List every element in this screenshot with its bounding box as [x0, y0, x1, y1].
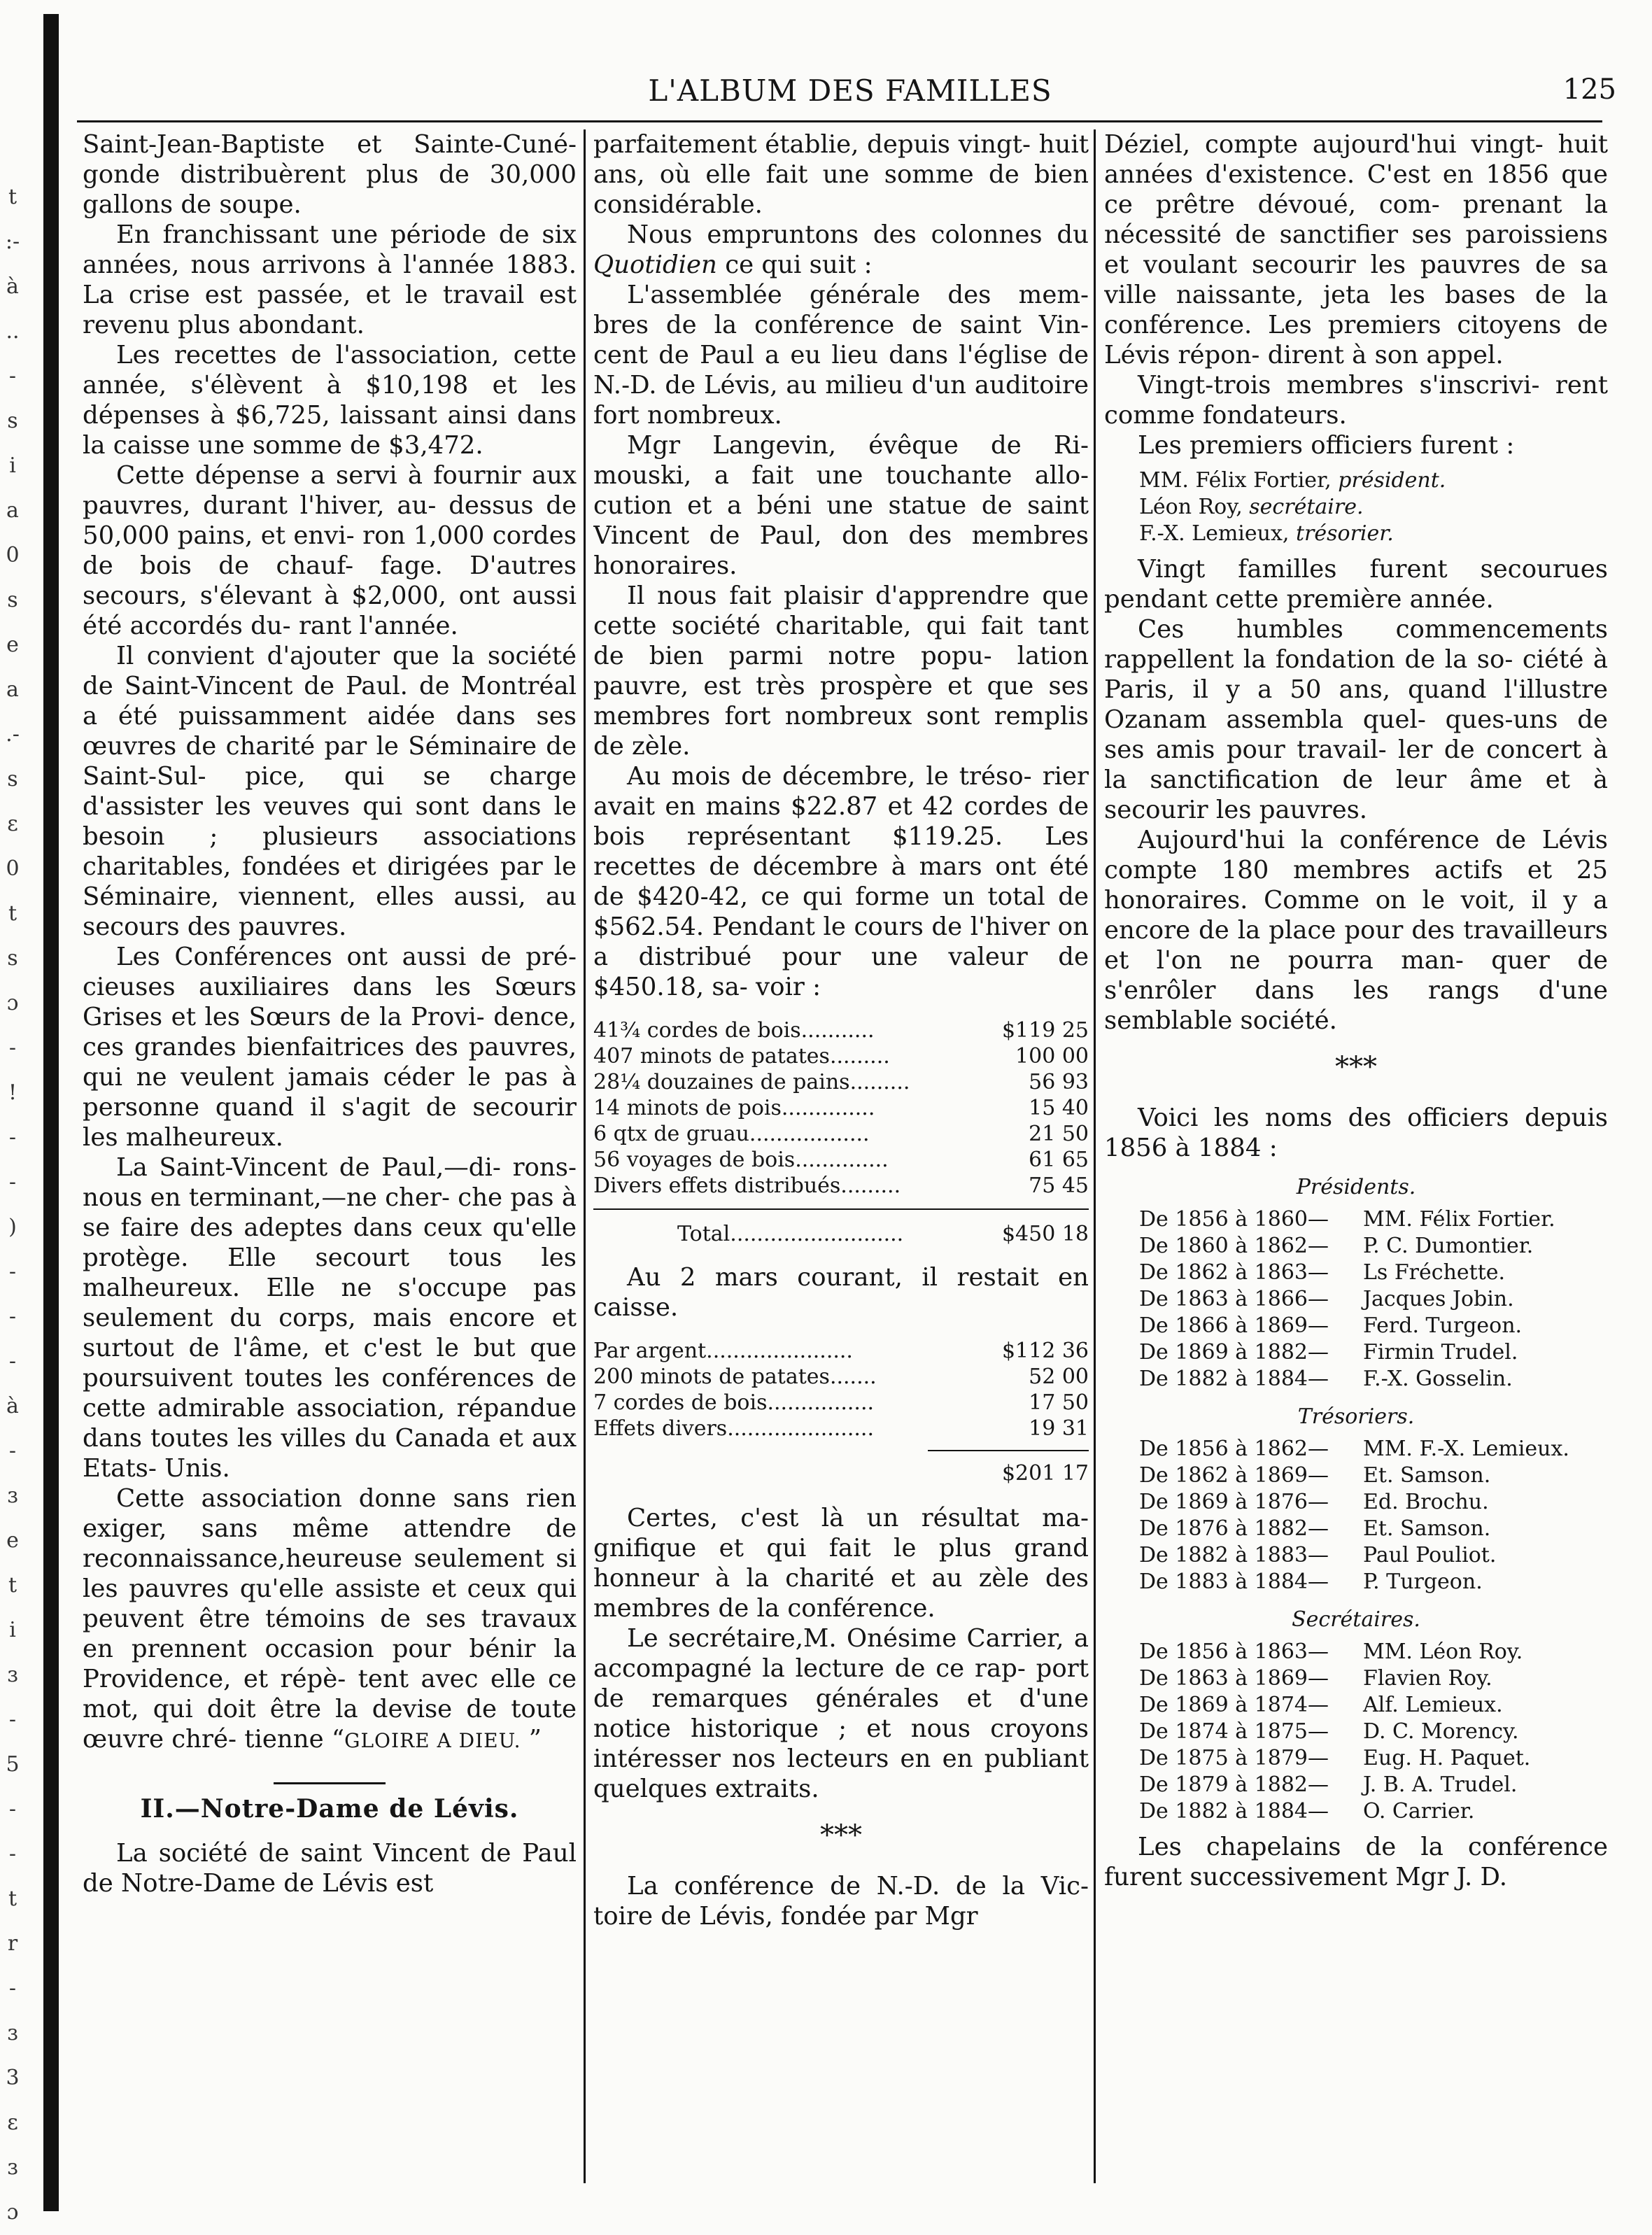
paragraph: Aujourd'hui la conférence de Lévis compte 180 membres actifs et 25 honoraires. Comme on le voit, il y a encore de la place pour des travailleurs et l'on ne pourra man- quer de s'enrôler dans les rangs d'une semblable société. — [1104, 826, 1608, 1035]
asterism: *** — [1335, 1051, 1377, 1083]
founder-role: secrétaire. — [1249, 495, 1364, 519]
bleed-glyph: ɜ — [7, 2021, 18, 2045]
ledger-amount: $119 25 — [1001, 1018, 1089, 1043]
founder-name: Léon Roy, — [1139, 495, 1250, 519]
ledger-amount: $112 36 — [1001, 1339, 1089, 1363]
paragraph: Il convient d'ajouter que la société de Saint-Vincent de Paul. de Montréal a été puissamment aidée dans ses œuvres de charité par le Séminaire de Saint-Sul- pice, qui se charge d'assister les veuves qui sont dans le besoin ; plusieurs associations charitables, fondées et dirigées par le Séminaire, viennent, elles aussi, au secours des pauvres. — [83, 642, 577, 941]
ledger-amount: 75 45 — [1029, 1173, 1089, 1198]
paragraph-text: Nous empruntons des colonnes du — [627, 220, 1089, 249]
ledger-row — [593, 1017, 1089, 1043]
bleed-glyph: - — [8, 1439, 17, 1463]
bleed-glyph: :- — [5, 230, 20, 254]
officer-name: O. Carrier. — [1363, 1799, 1475, 1824]
paragraph: Les recettes de l'association, cette année, s'élèvent à $10,198 et les dépenses à $6,725, laissant ainsi dans la caisse une somme de $3,472. — [83, 341, 577, 460]
ledger-item: 6 qtx de gruau.................. — [593, 1122, 870, 1146]
ledger-item: 200 minots de patates....... — [593, 1365, 877, 1389]
paragraph: Au 2 mars courant, il restait en caisse. — [593, 1263, 1089, 1322]
term-period: De 1856 à 1860— — [1139, 1207, 1329, 1232]
section-title: II.—Notre-Dame de Lévis. — [140, 1794, 519, 1824]
paragraph: Les premiers officiers furent : — [1138, 431, 1515, 460]
paragraph: Les chapelains de la conférence furent successivement Mgr J. D. — [1104, 1833, 1608, 1891]
balance-total — [593, 1450, 1089, 1488]
officer-name: D. C. Morency. — [1363, 1719, 1519, 1744]
bleed-glyph: t — [8, 1887, 17, 1911]
ledger-amount: 19 31 — [1029, 1416, 1089, 1441]
paragraph — [593, 220, 1089, 280]
paragraph: Mgr Langevin, évêque de Ri- mouski, a fait une touchante allo- cution et a béni une statue de saint Vincent de Paul, don des membres honoraires. — [593, 431, 1089, 580]
bleed-glyph: - — [8, 1349, 17, 1374]
paragraph: Le secrétaire,M. Onésime Carrier, a accompagné la lecture de ce rap- port de remarques générales et d'une notice historique ; et nous croyons intéresser nos lecteurs en en publiant quelques extraits. — [593, 1624, 1089, 1803]
secretary-row — [1104, 1745, 1608, 1772]
paragraph: En franchissant une période de six années, nous arrivons à l'année 1883. La crise est passée, et le travail est revenu plus abondant. — [83, 220, 577, 339]
ledger-row — [593, 1416, 1089, 1441]
term-period: De 1882 à 1884— — [1139, 1367, 1329, 1391]
bleed-glyph: ) — [8, 1215, 17, 1239]
officer-name: Et. Samson. — [1363, 1463, 1491, 1488]
ledger-item: 28¼ douzaines de pains......... — [593, 1070, 910, 1094]
bleed-glyph: - — [8, 364, 17, 388]
officer-name: MM. Félix Fortier. — [1363, 1207, 1555, 1232]
column-3 — [1104, 129, 1608, 2187]
officer-name: Ls Fréchette. — [1363, 1260, 1506, 1285]
paragraph: L'assemblée générale des mem- bres de la conférence de saint Vin- cent de Paul a eu lieu dans l'église de N.-D. de Lévis, au milieu d'un auditoire fort nombreux. — [593, 281, 1089, 430]
bleed-glyph: .. — [6, 319, 20, 344]
ledger-item: Divers effets distribués......... — [593, 1173, 901, 1198]
treasurer-row — [1104, 1436, 1608, 1462]
term-period: De 1866 à 1869— — [1139, 1313, 1329, 1338]
secretary-row — [1104, 1692, 1608, 1719]
officer-name: MM. Léon Roy. — [1363, 1640, 1523, 1664]
term-period: De 1869 à 1876— — [1139, 1490, 1329, 1514]
secretary-row — [1104, 1719, 1608, 1745]
president-row — [1104, 1339, 1608, 1366]
paragraph: Voici les noms des officiers depuis 1856 à 1884 : — [1104, 1104, 1608, 1162]
ledger-item: 14 minots de pois.............. — [593, 1096, 875, 1120]
newspaper-title: Quotidien — [593, 251, 717, 279]
ledger-total-label: Total.......................... — [677, 1222, 904, 1246]
term-period: De 1869 à 1874— — [1139, 1693, 1329, 1717]
bleed-glyph: - — [8, 1125, 17, 1150]
founder-line — [1139, 521, 1608, 547]
column-2 — [593, 129, 1089, 2187]
officer-name: MM. F.-X. Lemieux. — [1363, 1437, 1569, 1461]
ledger-item: 41¾ cordes de bois........... — [593, 1018, 875, 1043]
ledger-row — [593, 1095, 1089, 1121]
ledger-row — [593, 1364, 1089, 1390]
paragraph: La Saint-Vincent de Paul,—di- rons-nous en terminant,—ne cher- che pas à se faire des adeptes dans ceux qu'elle protège. Elle secourt tous les malheureux. Elle ne s'occupe pas seulement du corps, mais encore et surtout de l'âme, et c'est le but que poursuivent toutes les conférences de cette admirable association, répandue dans toutes les villes du Canada et aux Etats- Unis. — [83, 1153, 577, 1483]
margin-bleed-through — [0, 175, 25, 2235]
treasurer-row — [1104, 1489, 1608, 1516]
spacer — [1104, 1825, 1608, 1832]
bleed-glyph: ɜ — [7, 1483, 18, 1508]
secretary-row — [1104, 1772, 1608, 1798]
balance-total-amount: $201 17 — [1001, 1461, 1089, 1486]
ledger-item: Effets divers...................... — [593, 1416, 874, 1441]
bleed-glyph: 0 — [6, 543, 20, 567]
president-row — [1104, 1260, 1608, 1286]
officer-name: P. Turgeon. — [1363, 1570, 1483, 1594]
bleed-glyph: - — [8, 1842, 17, 1866]
treasurers-list — [1104, 1436, 1608, 1595]
bleed-glyph: ! — [8, 1080, 17, 1105]
term-period: De 1882 à 1883— — [1139, 1543, 1329, 1567]
quote-close: ” — [521, 1725, 542, 1754]
secretary-row — [1104, 1798, 1608, 1825]
asterism: *** — [820, 1819, 862, 1852]
bleed-glyph: i — [9, 453, 16, 478]
officer-name: Firmin Trudel. — [1363, 1340, 1518, 1365]
motto: GLOIRE A DIEU. — [344, 1729, 521, 1752]
paragraph: Ces humbles commencements rappellent la fondation de la so- ciété à Paris, il y a 50 ans, quand l'illustre Ozanam assembla quel- ques-uns de ses amis pour travail- ler de concert à la sanctification de leur âme et à secourir les pauvres. — [1104, 615, 1608, 824]
officer-name: P. C. Dumontier. — [1363, 1234, 1534, 1258]
ledger-amount: 61 65 — [1029, 1148, 1089, 1172]
ledger-amount: 15 40 — [1029, 1096, 1089, 1120]
spacer — [1104, 547, 1608, 554]
bleed-glyph: r — [7, 1931, 18, 1956]
term-period: De 1869 à 1882— — [1139, 1340, 1329, 1365]
founder-role: trésorier. — [1295, 521, 1394, 546]
bleed-glyph: 3 — [6, 2066, 20, 2090]
bleed-glyph: s — [7, 946, 18, 971]
ledger-total-amount: $450 18 — [1001, 1222, 1089, 1246]
bleed-glyph: - — [8, 1260, 17, 1284]
bleed-glyph: - — [8, 1304, 17, 1329]
term-period: De 1875 à 1879— — [1139, 1746, 1329, 1770]
secretaries-list — [1104, 1639, 1608, 1825]
officer-name: Paul Pouliot. — [1363, 1543, 1497, 1567]
paragraph: parfaitement établie, depuis vingt- huit ans, où elle fait une somme de bien considérable. — [593, 130, 1089, 219]
officer-name: Eug. H. Paquet. — [1363, 1746, 1531, 1770]
bleed-glyph: - — [8, 1170, 17, 1194]
paragraph: Au mois de décembre, le tréso- rier avait en mains $22.87 et 42 cordes de bois représentant $119.25. Les recettes de décembre à mars ont été de $420-42, ce qui forme un total de $562.54. Pendant le cours de l'hiver on a distribué pour une valeur de $450.18, sa- voir : — [593, 762, 1089, 1001]
column-1 — [83, 129, 577, 2187]
bleed-glyph: .- — [6, 722, 20, 747]
ledger-item: 56 voyages de bois.............. — [593, 1148, 889, 1172]
bleed-glyph: s — [7, 588, 18, 612]
bleed-glyph: - — [8, 1707, 17, 1732]
bleed-glyph: 0 — [6, 856, 20, 881]
column-rule-2 — [1094, 129, 1096, 2183]
paragraph-text: ce qui suit : — [716, 251, 873, 279]
treasurer-row — [1104, 1516, 1608, 1542]
term-period: De 1862 à 1869— — [1139, 1463, 1329, 1488]
president-row — [1104, 1286, 1608, 1313]
paragraph — [83, 1483, 577, 1756]
term-period: De 1856 à 1863— — [1139, 1640, 1329, 1664]
bleed-glyph: - — [8, 1036, 17, 1060]
officer-name: J. B. A. Trudel. — [1363, 1772, 1518, 1797]
header-rule — [77, 120, 1602, 122]
spacer — [593, 1488, 1089, 1503]
bleed-glyph: t — [8, 185, 17, 209]
president-row — [1104, 1313, 1608, 1339]
ledger-row — [593, 1338, 1089, 1364]
running-title: L'ALBUM DES FAMILLES — [648, 73, 1052, 108]
paragraph-text: Cette association donne sans rien exiger, sans même attendre de reconnaissance,heureuse seulement si les pauvres qu'elle assiste et ceux qui peuvent être témoins de ses travaux en prennent occasion pour bénir la Providence, et répè- tent avec elle ce mot, qui doit être la devise de toute œuvre chré- tienne “ — [83, 1484, 577, 1754]
president-row — [1104, 1233, 1608, 1260]
bleed-glyph: ɛ — [7, 2110, 18, 2135]
officer-name: Ferd. Turgeon. — [1363, 1313, 1523, 1338]
bleed-glyph: s — [7, 767, 18, 791]
bleed-glyph: à — [6, 274, 19, 299]
bleed-glyph: ɜ — [7, 2155, 18, 2180]
term-period: De 1863 à 1869— — [1139, 1666, 1329, 1691]
paragraph: Vingt familles furent secourues pendant cette première année. — [1104, 555, 1608, 614]
treasurer-row — [1104, 1542, 1608, 1569]
ledger-item: 7 cordes de bois................ — [593, 1390, 875, 1415]
paragraph: Vingt-trois membres s'inscrivi- rent comme fondateurs. — [1104, 371, 1608, 430]
term-period: De 1876 à 1882— — [1139, 1516, 1329, 1541]
term-period: De 1856 à 1862— — [1139, 1437, 1329, 1461]
founder-line — [1139, 494, 1608, 521]
founder-role: président. — [1338, 468, 1446, 493]
paragraph: Il nous fait plaisir d'apprendre que cette société charitable, qui fait tant de bien parmi notre popu- lation pauvre, est très prospère et que ses membres fort nombreux sont remplis de zèle. — [593, 581, 1089, 761]
balance-ledger — [593, 1338, 1089, 1441]
presidents-list — [1104, 1206, 1608, 1393]
officer-name: Flavien Roy. — [1363, 1666, 1492, 1691]
bleed-glyph: - — [8, 1976, 17, 2001]
founder-name: MM. Félix Fortier, — [1139, 468, 1339, 493]
ledger-amount: 21 50 — [1029, 1122, 1089, 1146]
paragraph: Déziel, compte aujourd'hui vingt- huit années d'existence. C'est en 1856 que ce prêtre dévoué, com- prenant la nécessité de sanctifier ses paroissiens et voulant secourir les pauvres de sa ville naissante, jeta les bases de la conférence. Les premiers citoyens de Lévis répon- dirent à son appel. — [1104, 130, 1608, 369]
expense-ledger — [593, 1017, 1089, 1247]
bleed-glyph: ɔ — [6, 991, 19, 1015]
ledger-row — [593, 1147, 1089, 1173]
officer-name: Jacques Jobin. — [1363, 1287, 1514, 1311]
bleed-glyph: à — [6, 1394, 19, 1418]
treasurers-heading: Trésoriers. — [1297, 1404, 1415, 1429]
term-period: De 1874 à 1875— — [1139, 1719, 1329, 1744]
officer-name: Alf. Lemieux. — [1363, 1693, 1503, 1717]
bleed-glyph: e — [6, 633, 19, 657]
term-period: De 1862 à 1863— — [1139, 1260, 1329, 1285]
secretaries-heading: Secrétaires. — [1292, 1607, 1420, 1632]
ledger-row — [593, 1043, 1089, 1069]
ledger-amount: 52 00 — [1029, 1365, 1089, 1389]
secretary-row — [1104, 1639, 1608, 1665]
officer-name: F.-X. Gosselin. — [1363, 1367, 1513, 1391]
section-rule — [274, 1782, 386, 1784]
bleed-glyph: i — [9, 1618, 16, 1642]
founder-name: F.-X. Lemieux, — [1139, 521, 1296, 546]
treasurer-row — [1104, 1462, 1608, 1489]
ledger-total-row — [593, 1208, 1089, 1247]
spacer — [593, 1002, 1089, 1017]
term-period: De 1879 à 1882— — [1139, 1772, 1329, 1797]
ledger-row — [593, 1069, 1089, 1095]
founding-officers — [1104, 467, 1608, 547]
ledger-row — [593, 1390, 1089, 1416]
ledger-amount: 100 00 — [1015, 1044, 1089, 1069]
bleed-glyph: ɛ — [7, 812, 18, 836]
paragraph: Les Conférences ont aussi de pré- cieuses auxiliaires dans les Sœurs Grises et les Sœurs de la Provi- dence, ces grandes bienfaitrices des pauvres, qui ne veulent jamais céder le pas à personne quand il s'agit de secourir les malheureux. — [83, 943, 577, 1152]
bleed-glyph: ɜ — [7, 1663, 18, 1687]
ledger-row — [593, 1121, 1089, 1147]
ledger-item: 407 minots de patates......... — [593, 1044, 890, 1069]
officer-list — [1104, 1174, 1608, 1825]
page-number: 125 — [1562, 73, 1616, 106]
spacer — [593, 1323, 1089, 1338]
paragraph: La société de saint Vincent de Paul de Notre-Dame de Lévis est — [83, 1839, 577, 1898]
bleed-glyph: t — [8, 1573, 17, 1598]
ledger-amount: 56 93 — [1029, 1070, 1089, 1094]
secretary-row — [1104, 1665, 1608, 1692]
officer-name: Et. Samson. — [1363, 1516, 1491, 1541]
officer-name: Ed. Brochu. — [1363, 1490, 1489, 1514]
ledger-row — [593, 1173, 1089, 1199]
term-period: De 1860 à 1862— — [1139, 1234, 1329, 1258]
term-period: De 1883 à 1884— — [1139, 1570, 1329, 1594]
spacer — [1104, 460, 1608, 467]
bleed-glyph: ɔ — [6, 2200, 19, 2225]
paragraph: Cette dépense a servi à fournir aux pauvres, durant l'hiver, au- dessus de 50,000 pains, et envi- ron 1,000 cordes de bois de chauf- fage. D'autres secours, s'élevant à $2,000, ont aussi été accordés du- rant l'année. — [83, 461, 577, 640]
bleed-glyph: - — [8, 1797, 17, 1821]
treasurer-row — [1104, 1569, 1608, 1595]
paragraph: Saint-Jean-Baptiste et Sainte-Cuné- gonde distribuèrent plus de 30,000 gallons de soupe. — [83, 130, 577, 219]
presidents-heading: Présidents. — [1296, 1175, 1416, 1199]
page-header — [70, 73, 1630, 115]
bleed-glyph: t — [8, 901, 17, 926]
paragraph: Certes, c'est là un résultat ma- gnifique et qui fait le plus grand honneur à la charité et au zèle des membres de la conférence. — [593, 1504, 1089, 1623]
term-period: De 1863 à 1866— — [1139, 1287, 1329, 1311]
term-period: De 1882 à 1884— — [1139, 1799, 1329, 1824]
bleed-glyph: a — [6, 498, 19, 523]
bleed-glyph: a — [6, 677, 19, 702]
president-row — [1104, 1366, 1608, 1393]
president-row — [1104, 1206, 1608, 1233]
spacer — [593, 1247, 1089, 1262]
bleed-glyph: s — [7, 409, 18, 433]
column-rule-1 — [584, 129, 586, 2183]
founder-line — [1139, 467, 1608, 494]
ledger-item: Par argent...................... — [593, 1339, 853, 1363]
page-binding-edge — [43, 14, 59, 2211]
paragraph: La conférence de N.-D. de la Vic- toire de Lévis, fondée par Mgr — [593, 1872, 1089, 1931]
bleed-glyph: 5 — [6, 1752, 20, 1777]
bleed-glyph: e — [6, 1528, 19, 1553]
ledger-amount: 17 50 — [1029, 1390, 1089, 1415]
